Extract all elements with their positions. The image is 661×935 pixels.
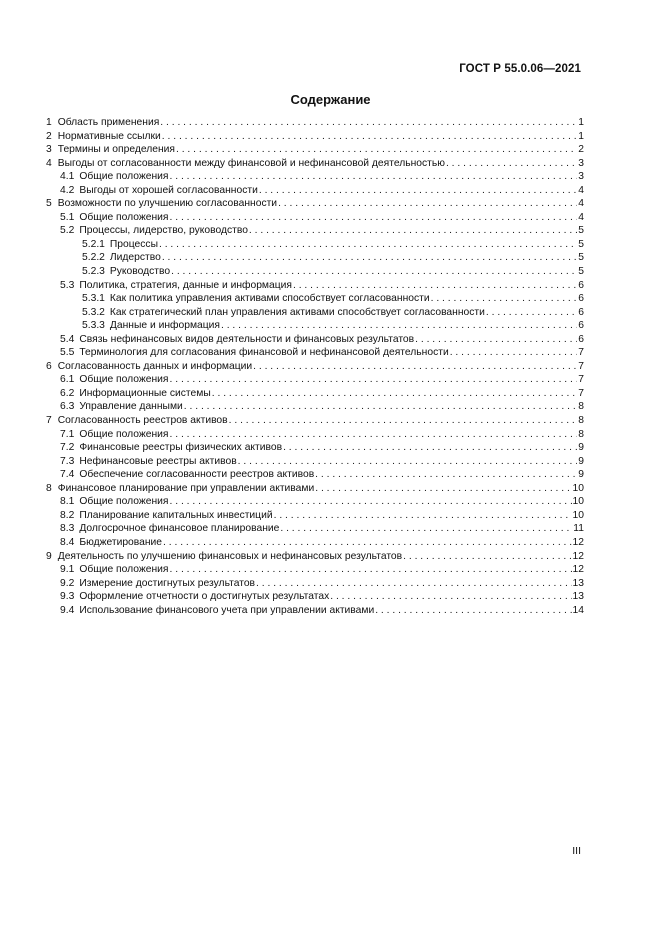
toc-entry[interactable] [46, 319, 584, 333]
toc-entry[interactable] [46, 563, 584, 577]
toc-entry-page: 7 [578, 387, 584, 399]
toc-entry-page: 10 [572, 482, 584, 494]
toc-entry-number: 9.2 [60, 577, 75, 589]
toc-entry-title: Как стратегический план управления активами способствует согласованности [109, 306, 485, 318]
toc-entry-title: Планирование капитальных инвестиций [79, 509, 273, 521]
toc-entry-number: 2 [46, 130, 52, 142]
toc-entry-number: 5.3.3 [82, 320, 105, 332]
toc-entry[interactable] [46, 495, 584, 509]
toc-entry-number: 7.3 [60, 455, 75, 467]
toc-entry-number: 8.3 [60, 523, 75, 535]
toc-entry-number: 6.2 [60, 387, 75, 399]
toc-entry-title: Лидерство [109, 252, 161, 264]
toc-entry[interactable] [46, 333, 584, 347]
toc-entry[interactable] [46, 455, 584, 469]
toc-entry-page: 4 [578, 211, 584, 223]
page-number: III [572, 845, 581, 857]
toc-entry-number: 5.1 [60, 211, 75, 223]
toc-entry[interactable] [46, 373, 584, 387]
toc-entry-title: Связь нефинансовых видов деятельности и финансовых результатов [79, 333, 415, 345]
toc-entry-page: 14 [572, 604, 584, 616]
toc-entry-number: 9.4 [60, 604, 75, 616]
toc-entry-title: Данные и информация [109, 320, 220, 332]
toc-entry-page: 4 [578, 198, 584, 210]
toc-entry[interactable] [46, 224, 584, 238]
toc-entry-number: 5.2.1 [82, 238, 105, 250]
toc-entry-page: 13 [572, 577, 584, 589]
toc-entry-number: 6.3 [60, 401, 75, 413]
toc-entry-title: Общие положения [79, 374, 169, 386]
toc-entry-number: 7.4 [60, 469, 75, 481]
toc-entry-title: Управление данными [79, 401, 183, 413]
toc-entry-page: 6 [578, 320, 584, 332]
toc-entry[interactable] [46, 441, 584, 455]
toc-entry-number: 9.1 [60, 564, 75, 576]
toc-title: Содержание [290, 92, 371, 107]
toc-entry-number: 8.2 [60, 509, 75, 521]
toc-entry-title: Общие положения [79, 428, 169, 440]
toc-entry-title: Оформление отчетности о достигнутых результатах [79, 591, 330, 603]
toc-entry-number: 5.3 [60, 279, 75, 291]
toc-entry-page: 9 [578, 455, 584, 467]
toc-entry-page: 6 [578, 333, 584, 345]
toc-entry-page: 12 [572, 564, 584, 576]
table-of-contents [46, 116, 584, 617]
toc-entry-page: 6 [578, 279, 584, 291]
toc-entry-page: 5 [578, 252, 584, 264]
toc-entry[interactable] [46, 157, 584, 171]
toc-entry[interactable] [46, 509, 584, 523]
toc-entry[interactable] [46, 536, 584, 550]
toc-entry[interactable] [46, 400, 584, 414]
toc-entry-page: 7 [578, 347, 584, 359]
toc-entry-title: Финансовые реестры физических активов [79, 442, 283, 454]
toc-entry[interactable] [46, 387, 584, 401]
toc-entry[interactable] [46, 577, 584, 591]
toc-entry-page: 7 [578, 360, 584, 372]
toc-entry-title: Политика, стратегия, данные и информация [79, 279, 292, 291]
toc-entry-title: Обеспечение согласованности реестров активов [79, 469, 315, 481]
toc-entry-page: 4 [578, 184, 584, 196]
toc-entry-title: Нормативные ссылки [57, 130, 161, 142]
toc-entry-number: 6.1 [60, 374, 75, 386]
toc-entry-page: 8 [578, 428, 584, 440]
toc-entry[interactable] [46, 360, 584, 374]
toc-entry[interactable] [46, 116, 584, 130]
toc-entry-number: 9.3 [60, 591, 75, 603]
toc-entry-page: 3 [578, 157, 584, 169]
toc-entry-number: 3 [46, 144, 52, 156]
toc-entry-title: Возможности по улучшению согласованности [57, 198, 278, 210]
toc-entry-title: Общие положения [79, 211, 169, 223]
toc-entry[interactable] [46, 170, 584, 184]
toc-entry[interactable] [46, 211, 584, 225]
toc-entry-title: Термины и определения [57, 144, 175, 156]
toc-entry-title: Область применения [57, 117, 160, 128]
toc-entry-number: 5.5 [60, 347, 75, 359]
toc-entry-title: Процессы, лидерство, руководство [79, 225, 248, 237]
toc-entry-page: 10 [572, 509, 584, 521]
toc-entry-number: 8 [46, 482, 52, 494]
toc-entry[interactable] [46, 590, 584, 604]
toc-entry-title: Как политика управления активами способствует согласованности [109, 293, 430, 305]
toc-entry[interactable] [46, 604, 584, 618]
toc-entry-number: 8.1 [60, 496, 75, 508]
toc-entry[interactable] [46, 468, 584, 482]
toc-entry-number: 5.2.2 [82, 252, 105, 264]
toc-entry[interactable] [46, 143, 584, 157]
toc-entry-number: 6 [46, 360, 52, 372]
toc-entry-title: Общие положения [79, 496, 169, 508]
toc-entry-title: Выгоды от согласованности между финансовой и нефинансовой деятельностью [57, 157, 445, 169]
toc-entry-page: 12 [572, 550, 584, 562]
toc-entry[interactable] [46, 251, 584, 265]
toc-entry[interactable] [46, 550, 584, 564]
toc-entry-page: 5 [578, 266, 584, 278]
toc-entry-title: Общие положения [79, 564, 169, 576]
toc-entry-number: 5 [46, 198, 52, 210]
toc-entry-page: 5 [578, 225, 584, 237]
toc-entry-number: 7.2 [60, 442, 75, 454]
toc-entry-page: 9 [578, 469, 584, 481]
toc-entry-number: 1 [46, 117, 52, 128]
document-code: ГОСТ Р 55.0.06—2021 [459, 63, 581, 75]
toc-entry[interactable] [46, 184, 584, 198]
toc-entry-title: Долгосрочное финансовое планирование [79, 523, 280, 535]
toc-entry-page: 5 [578, 238, 584, 250]
toc-entry[interactable] [46, 414, 584, 428]
toc-entry-page: 8 [578, 401, 584, 413]
toc-entry[interactable] [46, 238, 584, 252]
toc-entry[interactable] [46, 197, 584, 211]
toc-entry[interactable] [46, 306, 584, 320]
toc-entry-number: 4.1 [60, 171, 75, 183]
toc-entry-title: Процессы [109, 238, 158, 250]
toc-entry-title: Измерение достигнутых результатов [79, 577, 256, 589]
toc-entry-number: 4.2 [60, 184, 75, 196]
toc-entry-number: 8.4 [60, 536, 75, 548]
toc-entry-page: 1 [578, 117, 584, 128]
toc-entry[interactable] [46, 522, 584, 536]
toc-entry[interactable] [46, 279, 584, 293]
toc-entry-title: Руководство [109, 266, 171, 278]
toc-entry-title: Согласованность данных и информации [57, 360, 253, 372]
toc-entry-page: 1 [578, 130, 584, 142]
toc-entry-page: 13 [572, 591, 584, 603]
toc-entry[interactable] [46, 428, 584, 442]
toc-entry-number: 4 [46, 157, 52, 169]
toc-entry-title: Использование финансового учета при управлении активами [79, 604, 375, 616]
toc-entry-page: 9 [578, 442, 584, 454]
toc-entry-page: 6 [578, 306, 584, 318]
toc-entry[interactable] [46, 346, 584, 360]
toc-entry-page: 7 [578, 374, 584, 386]
toc-entry-page: 2 [578, 144, 584, 156]
toc-entry-title: Общие положения [79, 171, 169, 183]
toc-entry-number: 5.2 [60, 225, 75, 237]
toc-entry-title: Финансовое планирование при управлении активами [57, 482, 315, 494]
toc-entry-page: 8 [578, 415, 584, 427]
toc-entry-number: 9 [46, 550, 52, 562]
toc-entry-page: 11 [573, 523, 584, 535]
toc-entry[interactable] [46, 130, 584, 144]
toc-entry-title: Выгоды от хорошей согласованности [79, 184, 258, 196]
toc-entry-title: Бюджетирование [79, 536, 163, 548]
toc-entry-title: Информационные системы [79, 387, 211, 399]
toc-entry-page: 10 [572, 496, 584, 508]
toc-entry[interactable] [46, 482, 584, 496]
toc-entry-number: 7 [46, 415, 52, 427]
toc-entry-title: Деятельность по улучшению финансовых и нефинансовых результатов [57, 550, 403, 562]
toc-entry-page: 3 [578, 171, 584, 183]
toc-entry-number: 7.1 [60, 428, 75, 440]
toc-entry-number: 5.2.3 [82, 266, 105, 278]
toc-entry-number: 5.3.1 [82, 293, 105, 305]
toc-entry[interactable] [46, 265, 584, 279]
toc-entry-page: 6 [578, 293, 584, 305]
toc-entry-title: Нефинансовые реестры активов [79, 455, 237, 467]
toc-entry-number: 5.3.2 [82, 306, 105, 318]
toc-entry-number: 5.4 [60, 333, 75, 345]
toc-entry-title: Согласованность реестров активов [57, 415, 228, 427]
toc-entry[interactable] [46, 292, 584, 306]
toc-entry-page: 12 [572, 536, 584, 548]
toc-entry-title: Терминология для согласования финансовой и нефинансовой деятельности [79, 347, 449, 359]
